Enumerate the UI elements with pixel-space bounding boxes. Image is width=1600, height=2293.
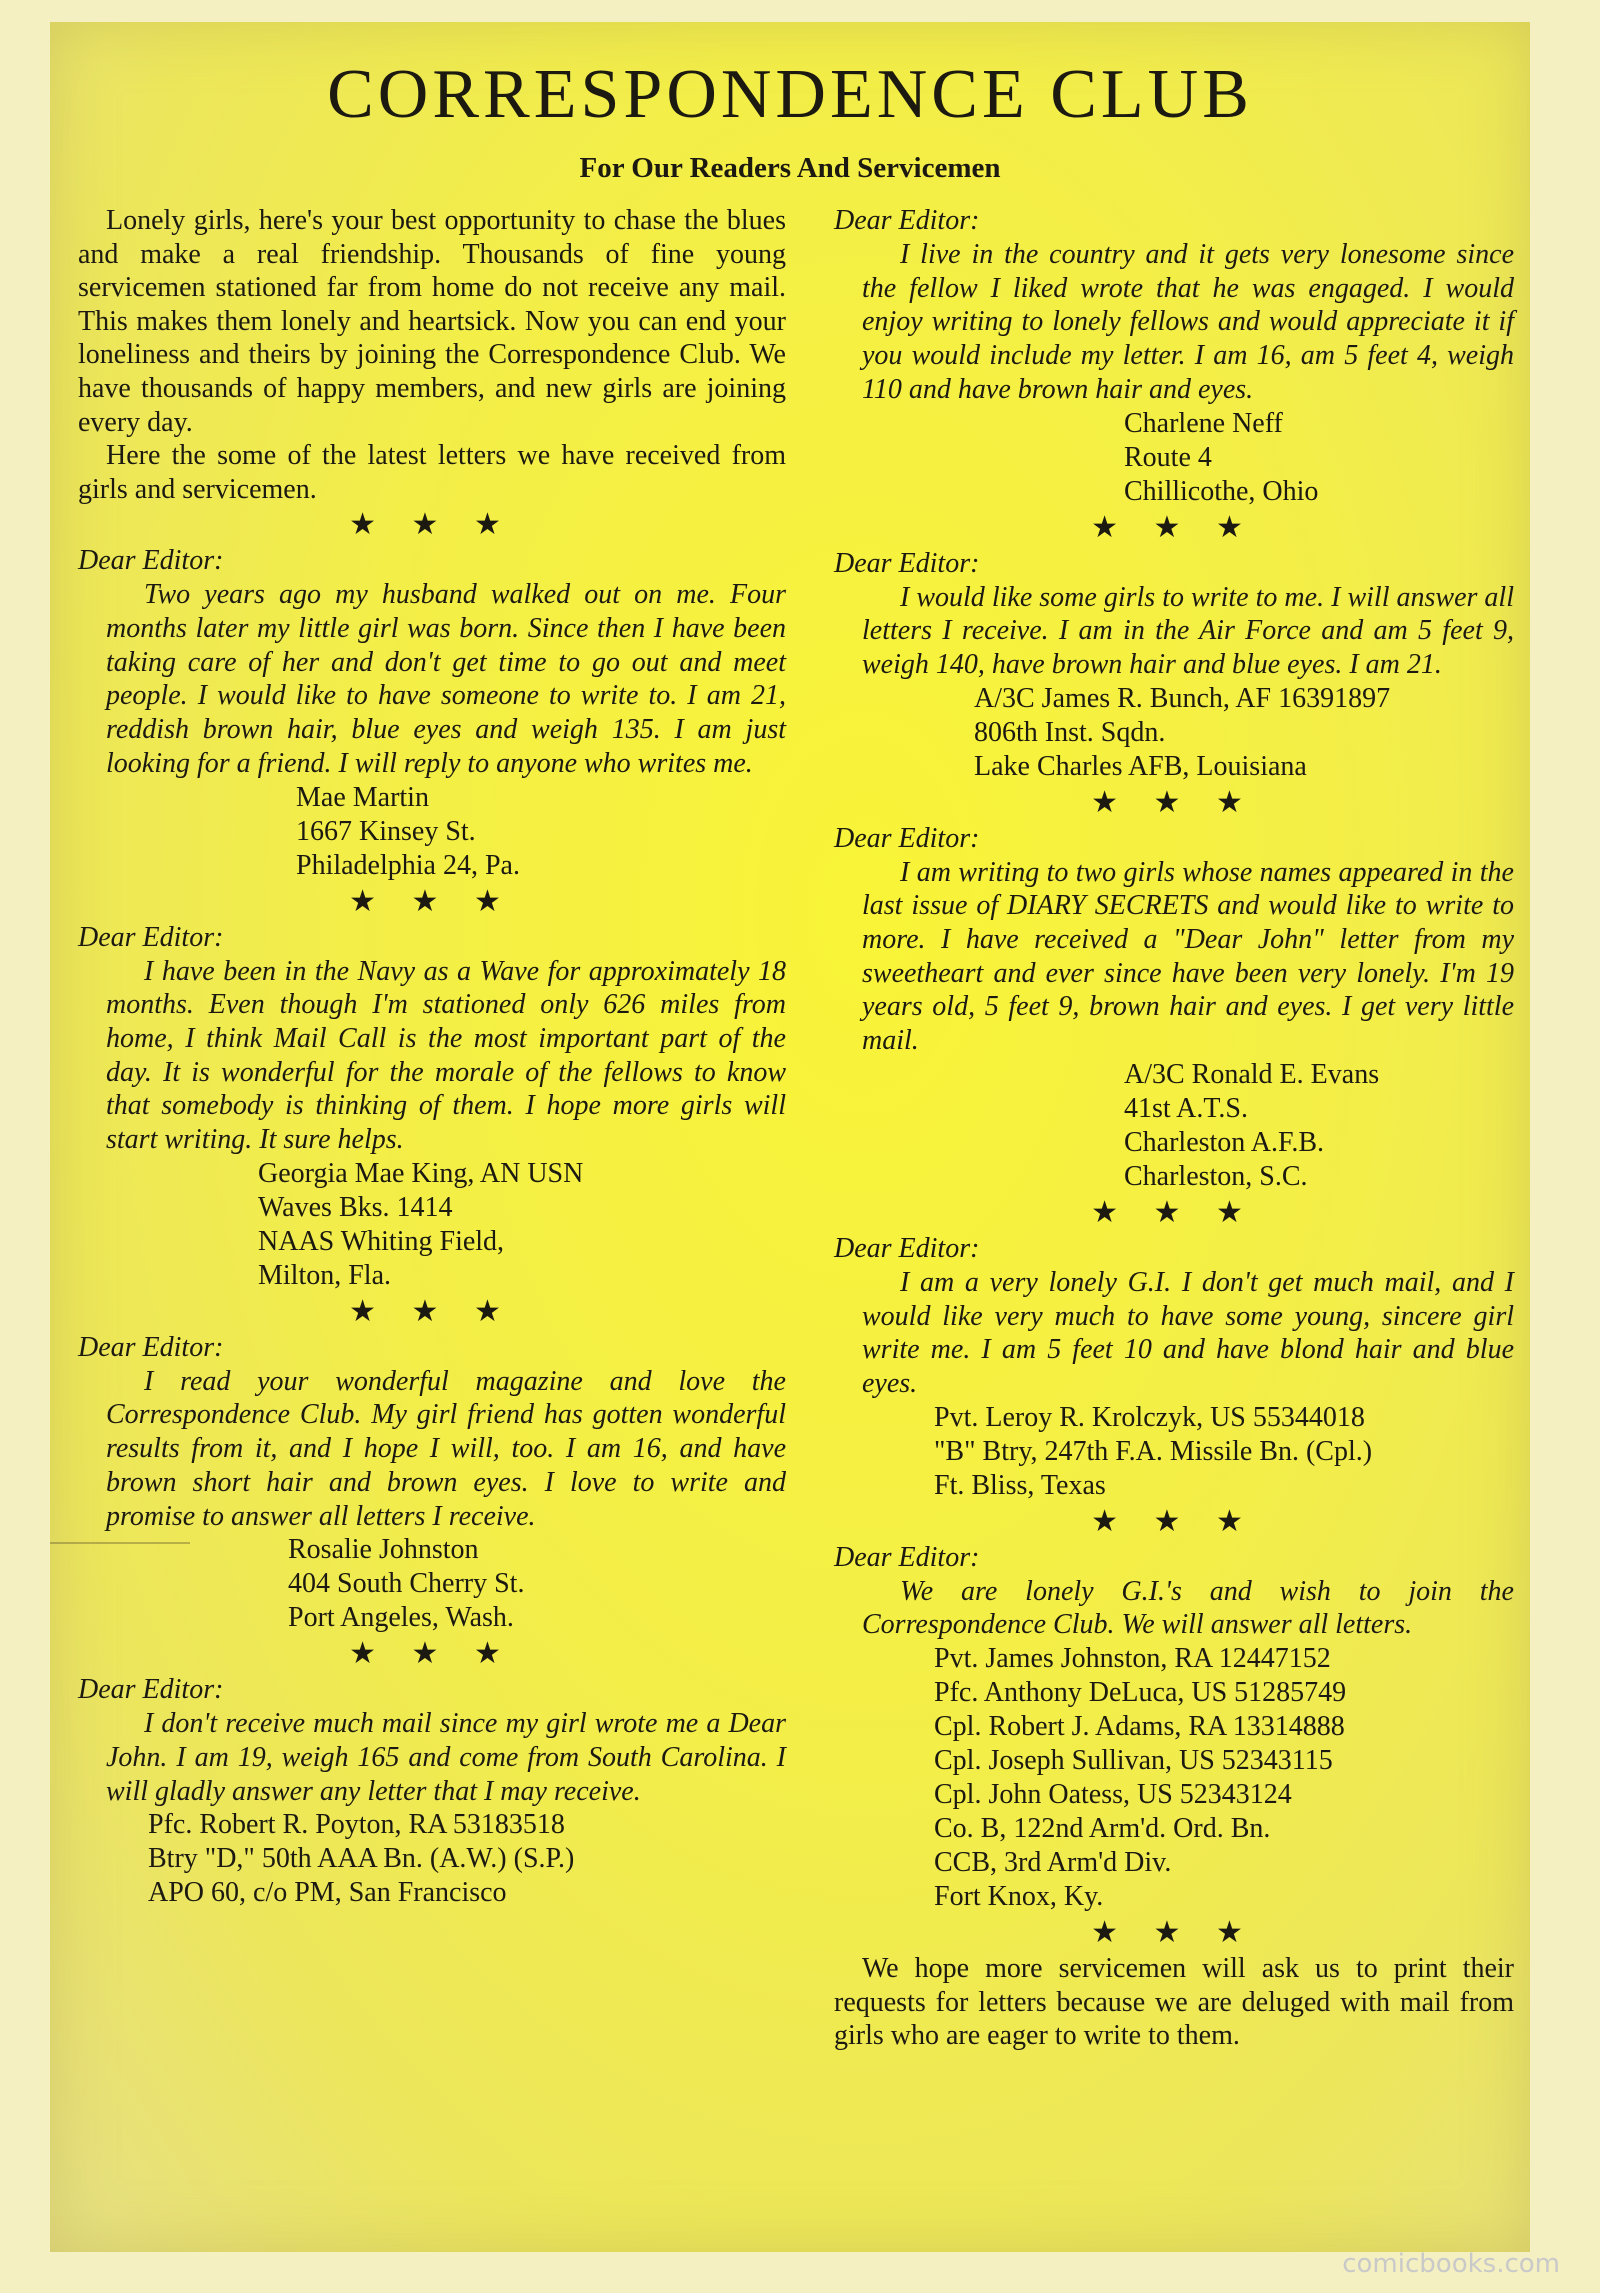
letter	[834, 1541, 1514, 1914]
left-column	[78, 204, 786, 1910]
letter-address	[288, 1533, 786, 1635]
address-line: Pfc. Anthony DeLuca, US 51285749	[934, 1677, 1347, 1709]
separator-stars: ★ ★ ★	[349, 508, 515, 542]
address-line: Route 4	[1124, 441, 1212, 473]
address-line: NAAS Whiting Field,	[258, 1225, 505, 1257]
address-line: Georgia Mae King, AN USN	[258, 1157, 584, 1189]
separator-stars: ★ ★ ★	[349, 1637, 515, 1671]
address-line: A/3C James R. Bunch, AF 16391897	[974, 682, 1391, 714]
letter-body: I am writing to two girls whose names appeared in the last issue of DIARY SECRETS and would like to write to more. I have received a "Dear John" letter from my sweetheart and ever since have been very lonely. I'm 19 years old, 5 feet 9, brown hair and eyes. I get very little mail.	[862, 856, 1514, 1057]
letter-address	[1124, 1058, 1514, 1194]
letter-body: Two years ago my husband walked out on me. Four months later my little girl was born. Since then I have been taking care of her and don't get time to go out and meet people. I would like to have someone to write to. I am 21, reddish brown hair, blue eyes and weigh 135. I am just looking for a friend. I will reply to anyone who writes me.	[106, 579, 786, 779]
left-letters	[78, 506, 786, 1910]
right-column	[834, 204, 1514, 2053]
right-letters	[834, 204, 1514, 1914]
address-line: Pvt. Leroy R. Krolczyk, US 55344018	[934, 1401, 1365, 1433]
address-line: 41st A.T.S.	[1124, 1092, 1248, 1124]
letter-greeting: Dear Editor:	[78, 545, 224, 577]
letter-address	[296, 781, 786, 883]
letter-greeting: Dear Editor:	[834, 1232, 980, 1264]
letter-body: I am a very lonely G.I. I don't get much mail, and I would like very much to have some young, sincere girl write me. I am 5 feet 10 and have blond hair and blue eyes.	[862, 1266, 1514, 1399]
page-subtitle: For Our Readers And Servicemen	[579, 152, 1001, 184]
separator-stars: ★ ★ ★	[1091, 785, 1257, 819]
address-line: "B" Btry, 247th F.A. Missile Bn. (Cpl.)	[934, 1435, 1373, 1467]
letter	[834, 547, 1514, 784]
address-line: Rosalie Johnston	[288, 1534, 479, 1566]
address-line: Lake Charles AFB, Louisiana	[974, 750, 1307, 782]
address-line: A/3C Ronald E. Evans	[1124, 1058, 1380, 1090]
separator-stars: ★ ★ ★	[349, 1294, 515, 1328]
address-line: Btry "D," 50th AAA Bn. (A.W.) (S.P.)	[148, 1843, 575, 1875]
address-line: Cpl. John Oatess, US 52343124	[934, 1779, 1292, 1811]
letter-greeting: Dear Editor:	[78, 1331, 224, 1363]
separator-stars: ★ ★ ★	[1091, 1504, 1257, 1538]
address-line: 404 South Cherry St.	[288, 1568, 525, 1600]
letter-body: I have been in the Navy as a Wave for approximately 18 months. Even though I'm stationed only 626 miles from home, I think Mail Call is the most important part of the day. It is wonderful for the morale of the fellows to know that somebody is thinking of them. I hope more girls will start writing. It sure helps.	[106, 955, 786, 1156]
letter-body: I would like some girls to write to me. I will answer all letters I receive. I am in the Air Force and am 5 feet 9, weigh 140, have brown hair and blue eyes. I am 21.	[862, 581, 1514, 680]
letter-body: I read your wonderful magazine and love the Correspondence Club. My girl friend has gotten wonderful results from it, and I hope I will, too. I am 16, and have brown short hair and brown eyes. I love to write and promise to answer all letters I receive.	[106, 1365, 786, 1532]
letter-body: I don't receive much mail since my girl wrote me a Dear John. I am 19, weigh 165 and come from South Carolina. I will gladly answer any letter that I may receive.	[106, 1708, 786, 1807]
address-line: Ft. Bliss, Texas	[934, 1469, 1106, 1501]
watermark: comicbooks.com	[1342, 2249, 1560, 2279]
address-line: Charleston A.F.B.	[1124, 1126, 1324, 1158]
address-line: Fort Knox, Ky.	[934, 1881, 1104, 1913]
separator-stars: ★ ★ ★	[1091, 510, 1257, 544]
letter-address	[148, 1808, 786, 1910]
address-line: Cpl. Joseph Sullivan, US 52343115	[934, 1745, 1333, 1777]
letter	[78, 1331, 786, 1636]
page	[50, 22, 1530, 2252]
closing-text: We hope more servicemen will ask us to print their requests for letters because we are deluged with mail from girls who are eager to write to them.	[834, 1953, 1514, 2052]
letter-greeting: Dear Editor:	[834, 205, 980, 236]
letter-address	[974, 682, 1514, 784]
letter	[78, 544, 786, 882]
letter-greeting: Dear Editor:	[78, 1674, 224, 1706]
address-line: Milton, Fla.	[258, 1259, 392, 1291]
address-line: Philadelphia 24, Pa.	[296, 849, 520, 881]
address-line: Mae Martin	[296, 781, 429, 813]
address-line: Cpl. Robert J. Adams, RA 13314888	[934, 1711, 1345, 1743]
intro-paragraph: Here the some of the latest letters we have received from girls and servicemen.	[78, 440, 786, 505]
letter	[78, 921, 786, 1293]
page-title: CORRESPONDENCE CLUB	[327, 56, 1253, 133]
letter-greeting: Dear Editor:	[78, 921, 224, 953]
intro-text	[78, 204, 786, 506]
letter-address	[1124, 407, 1514, 509]
letter	[834, 204, 1514, 509]
letter-body: We are lonely G.I.'s and wish to join the Correspondence Club. We will answer all letters.	[862, 1575, 1514, 1641]
separator-stars: ★ ★ ★	[349, 884, 515, 918]
address-line: Waves Bks. 1414	[258, 1191, 453, 1223]
letter-address	[934, 1642, 1514, 1914]
address-line: Pfc. Robert R. Poyton, RA 53183518	[148, 1809, 565, 1841]
address-line: Pvt. James Johnston, RA 12447152	[934, 1643, 1331, 1675]
letter-greeting: Dear Editor:	[834, 1541, 980, 1573]
address-line: Co. B, 122nd Arm'd. Ord. Bn.	[934, 1813, 1271, 1845]
address-line: CCB, 3rd Arm'd Div.	[934, 1847, 1172, 1879]
intro-paragraph: Lonely girls, here's your best opportunity to chase the blues and make a real friendship. Thousands of fine young servicemen stationed far from home do not receive any mail. This makes them lonely and heartsick. Now you can end your loneliness and theirs by joining the Correspondence Club. We have thousands of happy members, and new girls are joining every day.	[78, 205, 786, 438]
letter	[834, 822, 1514, 1194]
letter	[834, 1232, 1514, 1503]
separator-stars: ★ ★ ★	[1091, 1916, 1257, 1950]
letter	[78, 1673, 786, 1910]
address-line: Port Angeles, Wash.	[288, 1602, 514, 1634]
letter-body: I live in the country and it gets very lonesome since the fellow I liked wrote that he was engaged. I would enjoy writing to lonely fellows and would appreciate it if you would include my letter. I am 16, am 5 feet 4, weigh 110 and have brown hair and eyes.	[862, 239, 1514, 405]
letter-greeting: Dear Editor:	[834, 822, 980, 854]
address-line: Charlene Neff	[1124, 407, 1283, 439]
address-line: Chillicothe, Ohio	[1124, 475, 1319, 507]
address-line: Charleston, S.C.	[1124, 1160, 1308, 1192]
letter-address	[934, 1401, 1514, 1503]
address-line: 1667 Kinsey St.	[296, 815, 476, 847]
letter-greeting: Dear Editor:	[834, 547, 980, 579]
address-line: APO 60, c/o PM, San Francisco	[148, 1877, 507, 1909]
letter-address	[258, 1157, 786, 1293]
address-line: 806th Inst. Sqdn.	[974, 716, 1166, 748]
separator-stars: ★ ★ ★	[1091, 1195, 1257, 1229]
